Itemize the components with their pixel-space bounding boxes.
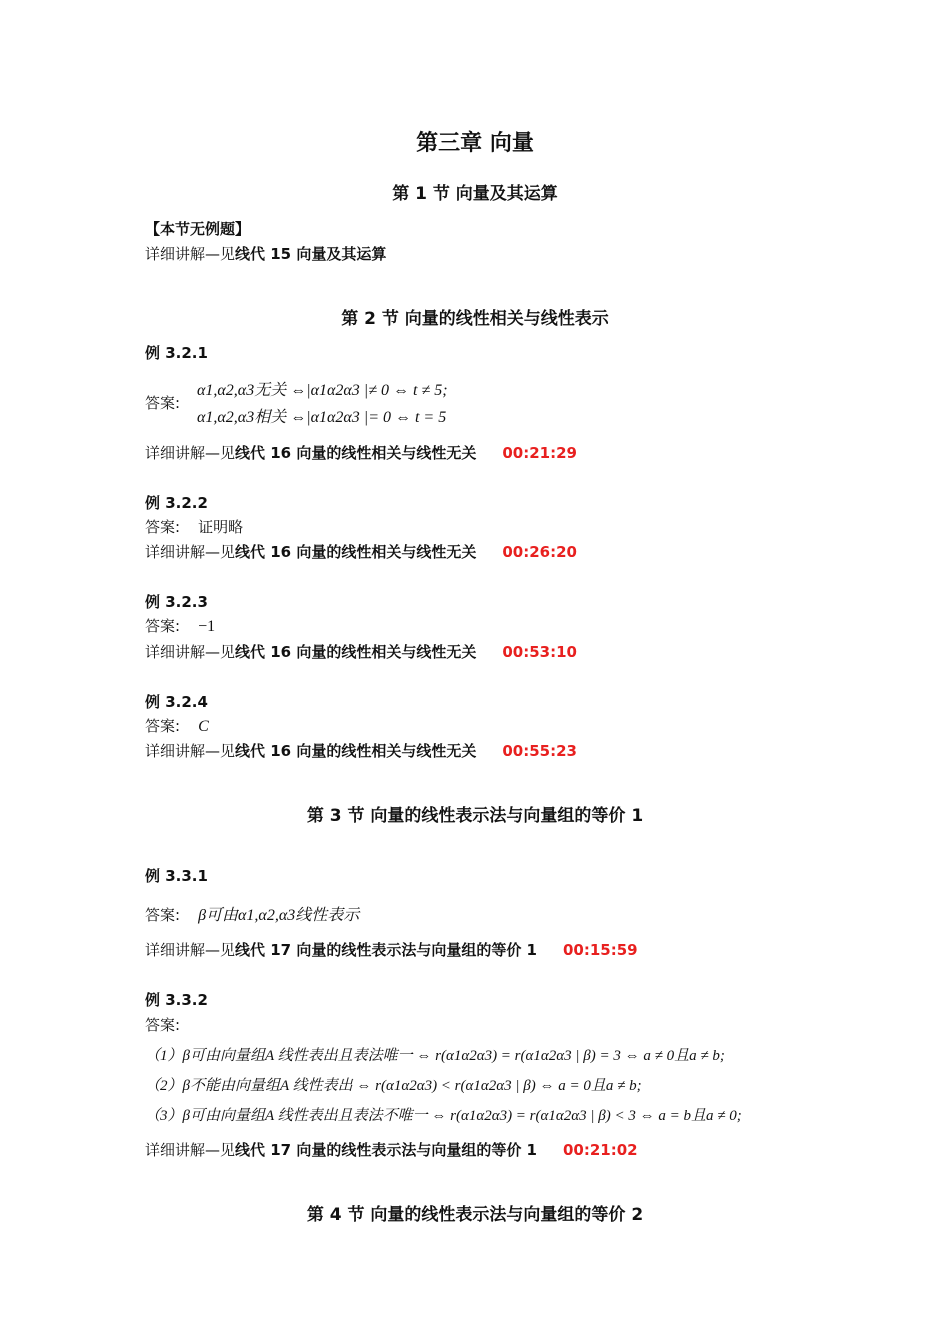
answer-line-1: （1）β可由向量组A 线性表出且表法唯一 ⇔ r(α1α2α3) = r(α1α2α3 | β) = 3 ⇔ a ≠ 0且a ≠ b;: [145, 1048, 725, 1064]
answer-line-3: （3）β可由向量组A 线性表出且表法不唯一 ⇔ r(α1α2α3) = r(α1α2α3 | β) < 3 ⇔ a = b且a ≠ 0;: [145, 1108, 742, 1124]
example-label: 例 3.3.1: [145, 867, 208, 885]
answer-row: [145, 516, 243, 537]
example-detail: [145, 541, 577, 562]
answer-label: 答案:: [145, 518, 181, 536]
answer-line-1: α1,α2,α3无关 ⇔|α1α2α3 |≠ 0 ⇔ t ≠ 5;: [197, 382, 448, 399]
answer-line-2: （2）β不能由向量组A 线性表出 ⇔ r(α1α2α3) < r(α1α2α3 | β) ⇔ a = 0且a ≠ b;: [145, 1078, 642, 1094]
detail-ref: 线代 15 向量及其运算: [235, 245, 387, 263]
answer-value: β可由α1,α2,α3线性表示: [198, 907, 360, 924]
answer-row: [145, 615, 215, 636]
video-timestamp: 00:53:10: [502, 643, 577, 661]
example-label: 例 3.2.2: [145, 494, 208, 512]
chapter-title: 第三章 向量: [416, 131, 534, 156]
detail-ref: 线代 16 向量的线性相关与线性无关: [235, 444, 477, 462]
example-label: 例 3.2.3: [145, 593, 208, 611]
video-timestamp: 00:55:23: [502, 742, 577, 760]
answer-value: C: [198, 718, 209, 735]
detail-ref: 线代 16 向量的线性相关与线性无关: [235, 643, 477, 661]
section-4-title: 第 4 节 向量的线性表示法与向量组的等价 2: [306, 1205, 644, 1225]
example-label: 例 3.2.4: [145, 693, 208, 711]
video-timestamp: 00:21:29: [502, 444, 577, 462]
answer-label: 答案:: [145, 1016, 181, 1034]
answer-row: [145, 902, 359, 925]
answer-label: 答案:: [145, 906, 181, 924]
answer-value: 证明略: [198, 518, 244, 536]
detail-prefix: 详细讲解—见: [145, 742, 236, 760]
answer-label: 答案:: [145, 717, 181, 735]
answer-row: [145, 715, 209, 736]
video-timestamp: 00:15:59: [563, 941, 638, 959]
example-detail: [145, 740, 577, 761]
detail-prefix: 详细讲解—见: [145, 941, 236, 959]
answer-value: −1: [198, 618, 216, 635]
example-detail: [145, 1139, 638, 1160]
section-1-detail: [145, 243, 386, 264]
detail-ref: 线代 17 向量的线性表示法与向量组的等价 1: [235, 941, 537, 959]
example-detail: [145, 641, 577, 662]
detail-ref: 线代 17 向量的线性表示法与向量组的等价 1: [235, 1141, 537, 1159]
answer-label: 答案:: [145, 394, 181, 412]
example-label: 例 3.2.1: [145, 344, 208, 362]
detail-prefix: 详细讲解—见: [145, 1141, 236, 1159]
detail-prefix: 详细讲解—见: [145, 543, 236, 561]
detail-prefix: 详细讲解—见: [145, 643, 236, 661]
answer-line-2: α1,α2,α3相关 ⇔|α1α2α3 |= 0 ⇔ t = 5: [197, 409, 447, 426]
section-3-title: 第 3 节 向量的线性表示法与向量组的等价 1: [306, 806, 644, 826]
detail-ref: 线代 16 向量的线性相关与线性无关: [235, 742, 477, 760]
video-timestamp: 00:26:20: [502, 543, 577, 561]
detail-ref: 线代 16 向量的线性相关与线性无关: [235, 543, 477, 561]
answer-label: 答案:: [145, 617, 181, 635]
section-2-title: 第 2 节 向量的线性相关与线性表示: [341, 309, 609, 329]
example-detail: [145, 939, 638, 960]
example-label: 例 3.3.2: [145, 991, 208, 1009]
section-1-title: 第 1 节 向量及其运算: [392, 184, 558, 204]
example-detail: [145, 442, 577, 463]
video-timestamp: 00:21:02: [563, 1141, 638, 1159]
detail-prefix: 详细讲解—见: [145, 245, 236, 263]
detail-prefix: 详细讲解—见: [145, 444, 236, 462]
section-1-note: 【本节无例题】: [145, 220, 251, 238]
